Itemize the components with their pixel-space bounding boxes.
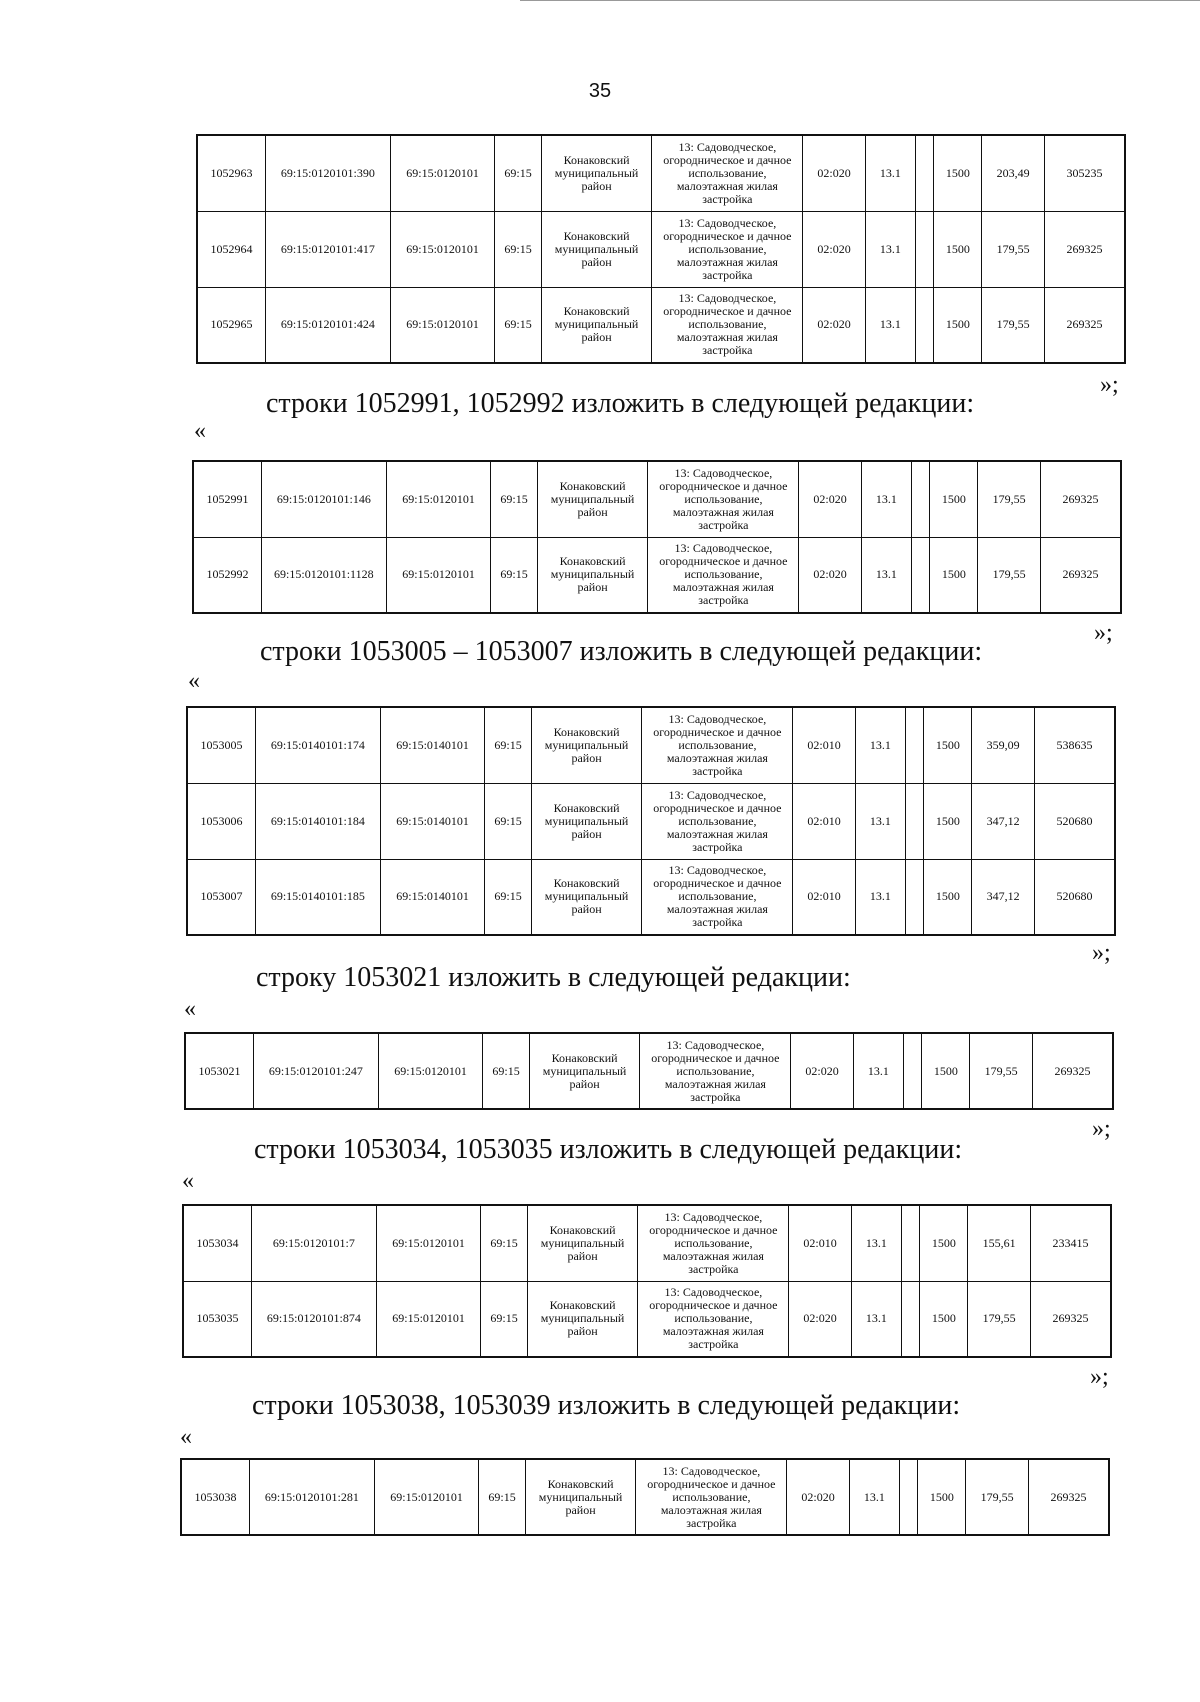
close-quote: »; xyxy=(1100,372,1119,398)
cell-municipality: Конаковский муниципальный район xyxy=(541,211,652,287)
cell-quarter: 69:15:0120101 xyxy=(386,461,491,537)
cell-municipality: Конаковский муниципальный район xyxy=(527,1281,638,1357)
cell-quarter: 69:15:0140101 xyxy=(380,859,485,935)
cell-group: 13.1 xyxy=(865,287,915,363)
table-row xyxy=(197,135,1125,211)
cell-empty xyxy=(916,287,934,363)
cell-cadastral: 69:15:0140101:174 xyxy=(255,707,380,783)
cell-rate: 359,09 xyxy=(972,707,1034,783)
cell-empty xyxy=(906,859,924,935)
cell-quarter: 69:15:0140101 xyxy=(380,707,485,783)
rows-table-block xyxy=(182,1204,1112,1358)
table-row xyxy=(183,1281,1111,1357)
cell-value: 269325 xyxy=(1032,1033,1113,1109)
cell-group: 13.1 xyxy=(849,1459,899,1535)
cell-group: 13.1 xyxy=(851,1281,901,1357)
cell-quarter: 69:15:0120101 xyxy=(386,537,491,613)
cell-group: 13.1 xyxy=(855,859,905,935)
cell-district: 69:15 xyxy=(485,783,531,859)
open-quote: « xyxy=(180,1424,192,1450)
cell-municipality: Конаковский муниципальный район xyxy=(525,1459,636,1535)
section-heading: строки 1052991, 1052992 изложить в следующей редакции: xyxy=(266,388,975,419)
cell-quarter: 69:15:0120101 xyxy=(378,1033,483,1109)
rows-table-block xyxy=(184,1032,1114,1110)
cell-purpose: 13: Садоводческое, огородническое и дачное использование, малоэтажная жилая застройка xyxy=(642,707,793,783)
cell-district: 69:15 xyxy=(483,1033,529,1109)
cell-area: 1500 xyxy=(934,135,982,211)
cell-cadastral: 69:15:0120101:7 xyxy=(251,1205,376,1281)
cell-rate: 179,55 xyxy=(970,1033,1032,1109)
open-quote: « xyxy=(194,418,206,444)
cell-rate: 179,55 xyxy=(982,287,1044,363)
cell-purpose: 13: Садоводческое, огородническое и дачное использование, малоэтажная жилая застройка xyxy=(638,1205,789,1281)
cell-group: 13.1 xyxy=(861,537,911,613)
section-heading: строки 1053034, 1053035 изложить в следующей редакции: xyxy=(254,1134,963,1165)
open-quote: « xyxy=(182,1168,194,1194)
cell-value: 520680 xyxy=(1034,783,1115,859)
cell-district: 69:15 xyxy=(491,537,537,613)
cell-area: 1500 xyxy=(924,707,972,783)
cell-group: 13.1 xyxy=(855,783,905,859)
cell-rate: 155,61 xyxy=(968,1205,1030,1281)
cell-municipality: Конаковский муниципальный район xyxy=(531,859,642,935)
cell-id: 1053038 xyxy=(181,1459,249,1535)
cell-rate: 179,55 xyxy=(982,211,1044,287)
table-row xyxy=(183,1205,1111,1281)
cell-id: 1052965 xyxy=(197,287,265,363)
cell-group: 13.1 xyxy=(853,1033,903,1109)
cell-value: 305235 xyxy=(1044,135,1125,211)
cell-id: 1052963 xyxy=(197,135,265,211)
cell-code: 02:020 xyxy=(803,287,865,363)
cell-value: 269325 xyxy=(1028,1459,1109,1535)
cell-code: 02:010 xyxy=(793,783,855,859)
rows-table xyxy=(180,1458,1110,1536)
cell-cadastral: 69:15:0120101:390 xyxy=(265,135,390,211)
cell-municipality: Конаковский муниципальный район xyxy=(531,707,642,783)
cell-purpose: 13: Садоводческое, огородническое и дачное использование, малоэтажная жилая застройка xyxy=(652,135,803,211)
cell-cadastral: 69:15:0140101:185 xyxy=(255,859,380,935)
cell-quarter: 69:15:0120101 xyxy=(390,287,495,363)
cell-code: 02:020 xyxy=(803,211,865,287)
cell-rate: 179,55 xyxy=(978,537,1040,613)
cell-quarter: 69:15:0140101 xyxy=(380,783,485,859)
cell-id: 1053007 xyxy=(187,859,255,935)
scan-edge-line xyxy=(520,0,1200,1)
cell-code: 02:020 xyxy=(803,135,865,211)
cell-area: 1500 xyxy=(924,783,972,859)
cell-value: 233415 xyxy=(1030,1205,1111,1281)
rows-table-block xyxy=(180,1458,1110,1536)
cell-rate: 179,55 xyxy=(968,1281,1030,1357)
cell-code: 02:020 xyxy=(787,1459,849,1535)
cell-value: 520680 xyxy=(1034,859,1115,935)
cell-purpose: 13: Садоводческое, огородническое и дачное использование, малоэтажная жилая застройка xyxy=(648,461,799,537)
cell-municipality: Конаковский муниципальный район xyxy=(537,537,648,613)
cell-purpose: 13: Садоводческое, огородническое и дачное использование, малоэтажная жилая застройка xyxy=(642,859,793,935)
close-quote: »; xyxy=(1092,1116,1111,1142)
cell-municipality: Конаковский муниципальный район xyxy=(541,287,652,363)
rows-table xyxy=(186,706,1116,936)
cell-area: 1500 xyxy=(930,461,978,537)
cell-district: 69:15 xyxy=(485,707,531,783)
cell-district: 69:15 xyxy=(481,1281,527,1357)
cell-code: 02:020 xyxy=(789,1281,851,1357)
cell-id: 1053034 xyxy=(183,1205,251,1281)
cell-cadastral: 69:15:0120101:281 xyxy=(249,1459,374,1535)
table-row xyxy=(197,211,1125,287)
cell-district: 69:15 xyxy=(495,287,541,363)
close-quote: »; xyxy=(1090,1364,1109,1390)
cell-purpose: 13: Садоводческое, огородническое и дачное использование, малоэтажная жилая застройка xyxy=(640,1033,791,1109)
table-row xyxy=(197,287,1125,363)
cell-area: 1500 xyxy=(920,1281,968,1357)
cell-rate: 179,55 xyxy=(978,461,1040,537)
cell-rate: 203,49 xyxy=(982,135,1044,211)
cell-value: 269325 xyxy=(1044,287,1125,363)
cell-quarter: 69:15:0120101 xyxy=(376,1205,481,1281)
cell-cadastral: 69:15:0120101:1128 xyxy=(261,537,386,613)
cell-cadastral: 69:15:0120101:247 xyxy=(253,1033,378,1109)
table-row xyxy=(187,859,1115,935)
cell-empty xyxy=(902,1205,920,1281)
cell-cadastral: 69:15:0120101:424 xyxy=(265,287,390,363)
cell-rate: 347,12 xyxy=(972,783,1034,859)
cell-group: 13.1 xyxy=(855,707,905,783)
cell-district: 69:15 xyxy=(491,461,537,537)
cell-code: 02:020 xyxy=(791,1033,853,1109)
cell-municipality: Конаковский муниципальный район xyxy=(537,461,648,537)
cell-district: 69:15 xyxy=(481,1205,527,1281)
cell-area: 1500 xyxy=(920,1205,968,1281)
cell-code: 02:020 xyxy=(799,537,861,613)
cell-area: 1500 xyxy=(934,287,982,363)
cell-area: 1500 xyxy=(930,537,978,613)
rows-table xyxy=(196,134,1126,364)
close-quote: »; xyxy=(1094,620,1113,646)
rows-table-block xyxy=(192,460,1122,614)
cell-cadastral: 69:15:0120101:874 xyxy=(251,1281,376,1357)
cell-code: 02:010 xyxy=(793,859,855,935)
cell-group: 13.1 xyxy=(865,211,915,287)
table-row xyxy=(193,461,1121,537)
cell-quarter: 69:15:0120101 xyxy=(376,1281,481,1357)
cell-district: 69:15 xyxy=(495,135,541,211)
cell-quarter: 69:15:0120101 xyxy=(374,1459,479,1535)
cell-purpose: 13: Садоводческое, огородническое и дачное использование, малоэтажная жилая застройка xyxy=(642,783,793,859)
cell-value: 538635 xyxy=(1034,707,1115,783)
cell-rate: 179,55 xyxy=(966,1459,1028,1535)
section-heading: строки 1053038, 1053039 изложить в следующей редакции: xyxy=(252,1390,961,1421)
cell-district: 69:15 xyxy=(485,859,531,935)
cell-purpose: 13: Садоводческое, огородническое и дачное использование, малоэтажная жилая застройка xyxy=(652,211,803,287)
rows-table xyxy=(192,460,1122,614)
cell-id: 1053005 xyxy=(187,707,255,783)
section-heading: строку 1053021 изложить в следующей редакции: xyxy=(256,962,851,993)
cell-empty xyxy=(912,461,930,537)
cell-value: 269325 xyxy=(1040,461,1121,537)
table-row xyxy=(185,1033,1113,1109)
cell-cadastral: 69:15:0120101:417 xyxy=(265,211,390,287)
cell-area: 1500 xyxy=(924,859,972,935)
open-quote: « xyxy=(184,996,196,1022)
section-heading: строки 1053005 – 1053007 изложить в следующей редакции: xyxy=(260,636,983,667)
cell-empty xyxy=(916,135,934,211)
cell-quarter: 69:15:0120101 xyxy=(390,135,495,211)
cell-empty xyxy=(916,211,934,287)
cell-value: 269325 xyxy=(1044,211,1125,287)
cell-code: 02:020 xyxy=(799,461,861,537)
cell-id: 1053006 xyxy=(187,783,255,859)
cell-id: 1053021 xyxy=(185,1033,253,1109)
cell-area: 1500 xyxy=(922,1033,970,1109)
cell-area: 1500 xyxy=(934,211,982,287)
cell-id: 1053035 xyxy=(183,1281,251,1357)
cell-group: 13.1 xyxy=(861,461,911,537)
table-row xyxy=(181,1459,1109,1535)
cell-empty xyxy=(912,537,930,613)
rows-table-block xyxy=(186,706,1116,936)
cell-rate: 347,12 xyxy=(972,859,1034,935)
close-quote: »; xyxy=(1092,940,1111,966)
cell-id: 1052991 xyxy=(193,461,261,537)
rows-table xyxy=(184,1032,1114,1110)
cell-empty xyxy=(900,1459,918,1535)
table-row xyxy=(187,707,1115,783)
cell-id: 1052992 xyxy=(193,537,261,613)
cell-quarter: 69:15:0120101 xyxy=(390,211,495,287)
table-row xyxy=(193,537,1121,613)
cell-district: 69:15 xyxy=(495,211,541,287)
cell-cadastral: 69:15:0120101:146 xyxy=(261,461,386,537)
cell-purpose: 13: Садоводческое, огородническое и дачное использование, малоэтажная жилая застройка xyxy=(636,1459,787,1535)
rows-table-block xyxy=(196,134,1126,364)
cell-empty xyxy=(906,707,924,783)
table-row xyxy=(187,783,1115,859)
page-number: 35 xyxy=(588,80,612,102)
cell-purpose: 13: Садоводческое, огородническое и дачное использование, малоэтажная жилая застройка xyxy=(652,287,803,363)
cell-municipality: Конаковский муниципальный район xyxy=(541,135,652,211)
cell-code: 02:010 xyxy=(793,707,855,783)
cell-area: 1500 xyxy=(918,1459,966,1535)
rows-table xyxy=(182,1204,1112,1358)
cell-value: 269325 xyxy=(1040,537,1121,613)
cell-code: 02:010 xyxy=(789,1205,851,1281)
cell-id: 1052964 xyxy=(197,211,265,287)
cell-group: 13.1 xyxy=(865,135,915,211)
cell-district: 69:15 xyxy=(479,1459,525,1535)
cell-municipality: Конаковский муниципальный район xyxy=(529,1033,640,1109)
cell-municipality: Конаковский муниципальный район xyxy=(531,783,642,859)
cell-empty xyxy=(904,1033,922,1109)
cell-purpose: 13: Садоводческое, огородническое и дачное использование, малоэтажная жилая застройка xyxy=(638,1281,789,1357)
cell-empty xyxy=(902,1281,920,1357)
cell-empty xyxy=(906,783,924,859)
open-quote: « xyxy=(188,668,200,694)
cell-cadastral: 69:15:0140101:184 xyxy=(255,783,380,859)
cell-municipality: Конаковский муниципальный район xyxy=(527,1205,638,1281)
cell-value: 269325 xyxy=(1030,1281,1111,1357)
cell-purpose: 13: Садоводческое, огородническое и дачное использование, малоэтажная жилая застройка xyxy=(648,537,799,613)
cell-group: 13.1 xyxy=(851,1205,901,1281)
